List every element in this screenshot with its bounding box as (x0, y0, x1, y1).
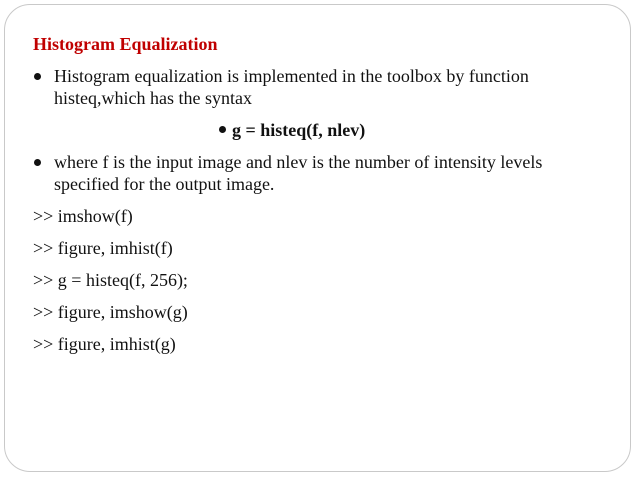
code-line: >> imshow(f) (33, 206, 133, 226)
code-line: >> figure, imshow(g) (33, 302, 188, 322)
code-line: >> figure, imhist(g) (33, 334, 176, 354)
bullet-text: g = histeq(f, nlev) (232, 120, 366, 140)
slide-content (33, 33, 603, 365)
bullet-item-syntax-intro (33, 65, 603, 109)
bullet-item-syntax (219, 119, 603, 141)
bullet-dot-icon (219, 126, 226, 133)
bullet-text: Histogram equalization is implemented in the toolbox by function histeq,which has the syntax (54, 66, 529, 108)
code-line: >> figure, imhist(f) (33, 238, 173, 258)
code-line: >> g = histeq(f, 256); (33, 270, 188, 290)
bullet-item-parameters (33, 151, 603, 195)
slide-title: Histogram Equalization (33, 34, 218, 54)
bullet-dot-icon (34, 159, 41, 166)
bullet-dot-icon (34, 73, 41, 80)
bullet-text: where f is the input image and nlev is the number of intensity levels specified for the output image. (54, 152, 543, 194)
